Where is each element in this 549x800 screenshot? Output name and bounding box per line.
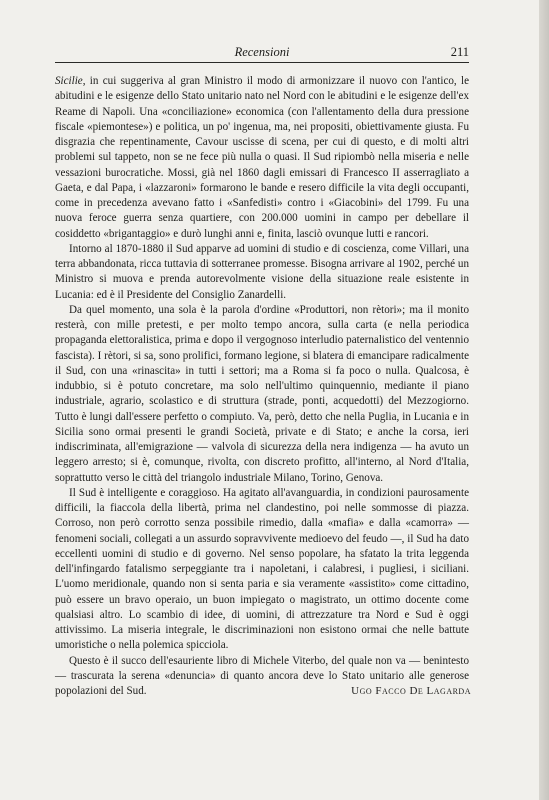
paragraph-lead-italic: Sicilie xyxy=(55,75,83,87)
page-edge-shadow xyxy=(539,0,549,800)
running-header xyxy=(55,44,469,63)
paragraph: Il Sud è intelligente e coraggioso. Ha agitato all'avanguardia, in condizioni paurosamente difficili, la fiaccola della libertà, prima nel clandestino, poi nelle sommosse di piazza. Corroso, non però corrotto senza possibile rimedio, dalla «mafia» e dalla «camorra» — fenomeni sociali, collegati a un assurdo sopravvivente medioevo del feudo —, il Sud ha dato eccellenti uomini di studio e di governo. Nel senso popolare, ha sfatato la trita leggenda dell'infingardo fatalismo serpeggiante tra i napoletani, i calabresi, i pugliesi, i siciliani. L'uomo meridionale, quando non si senta paria e sia veramente «assistito» come cittadino, può essere un bravo operaio, un buon impiegato o magistrato, un ottimo docente come qualsiasi altro. Lo scambio di idee, di uomini, di attrezzature tra Nord e Sud è oggi attivissimo. La miseria integrale, le discriminazioni non esistono ormai che nelle battute umoristiche o nella polemica spicciola. xyxy=(55,486,469,652)
paragraph: Intorno al 1870-1880 il Sud apparve ad uomini di studio e di coscienza, come Villari, una terra abbandonata, ricca tuttavia di sotterranee promesse. Bisogna arrivare al 1902, perché un Ministro si muova e prenda autorevolmente visione della situazione reale esistente in Lucania: ed è il Presidente del Consiglio Zanardelli. xyxy=(55,242,469,301)
paragraph: Questo è il succo dell'esauriente libro di Michele Viterbo, del quale non va — benintesto — trascurata la serena «denuncia» di quanto ancora deve lo Stato unitario alle generose popolazioni del Sud. xyxy=(55,654,469,697)
paragraph: Da quel momento, una sola è la parola d'ordine «Produttori, non rètori»; ma il monito resterà, con mille pretesti, e per molto tempo ancora, sulla carta (e nella periodica propaganda elettoralistica, prima e dopo il vergognoso interludio paternalistico del ventennio fascista). I rètori, si sa, sono prolifici, formano legione, si blatera di emancipare radicalmente il Sud, con una «rinascita» in tutti i settori; ma a Roma si fa poco o nulla. Qualcosa, è indubbio, si è potuto concretare, ma solo nell'ultimo quinquennio, mediante il piano industriale, agrario, scolastico e di struttura (strade, ponti, acquedotti) del Mezzogiorno. Tutto è lungi dall'essere perfetto o compiuto. Va, però, detto che nella Puglia, in Lucania e in Sicilia sono ormai presenti le grandi Società, private e di Stato; e anche la corsa, ieri indiscriminata, all'emigrazione — valvola di sicurezza della nera indigenza — ha avuto un leggero arresto; si è, comunque, rivolta, con discreto profitto, all'interno, al Nord d'Italia, soprattutto verso le città del triangolo industriale Milano, Torino, Genova. xyxy=(55,303,469,484)
article-body xyxy=(55,74,469,699)
section-title: Recensioni xyxy=(234,45,290,59)
author-signature: Ugo Facco De Lagarda xyxy=(351,685,471,697)
paragraph-text: , in cui suggeriva al gran Ministro il modo di armonizzare il nuovo con l'antico, le abitudini e le esigenze dello Stato unitario nato nel Nord con le abitudini e le esigenze dell'ex Reame di Napoli. Una «conciliazione» economica (con l'allentamento della dura pressione fiscale «piemontese») e politica, un po' ingenua, ma, nei propositi, obiettivamente giusta. Fu disgrazia che repentinamente, Cavour uscisse di scena, per cui di questo, e di molti altri problemi sul tappeto, non se ne fece più nulla o quasi. Il Sud ripiombò nella miseria e nelle vessazioni burocratiche. Mossi, già nel 1860 dagli emissari di Francesco II asserragliato a Gaeta, e dal Papa, i «lazzaroni» formarono le bande e resero difficile la vita degli occupanti, come in precedenza avevano fatto i «Sanfedisti» contro i «Giacobini» del 1799. Fu una nuova feroce guerra senza quartiere, con 200.000 uomini in campo per debellare il cosiddetto «brigantaggio» e durò lunghi anni e, finita, lasciò ovunque lutti e rancori. xyxy=(55,75,469,240)
page-number: 211 xyxy=(450,45,469,59)
paragraph xyxy=(55,74,469,242)
